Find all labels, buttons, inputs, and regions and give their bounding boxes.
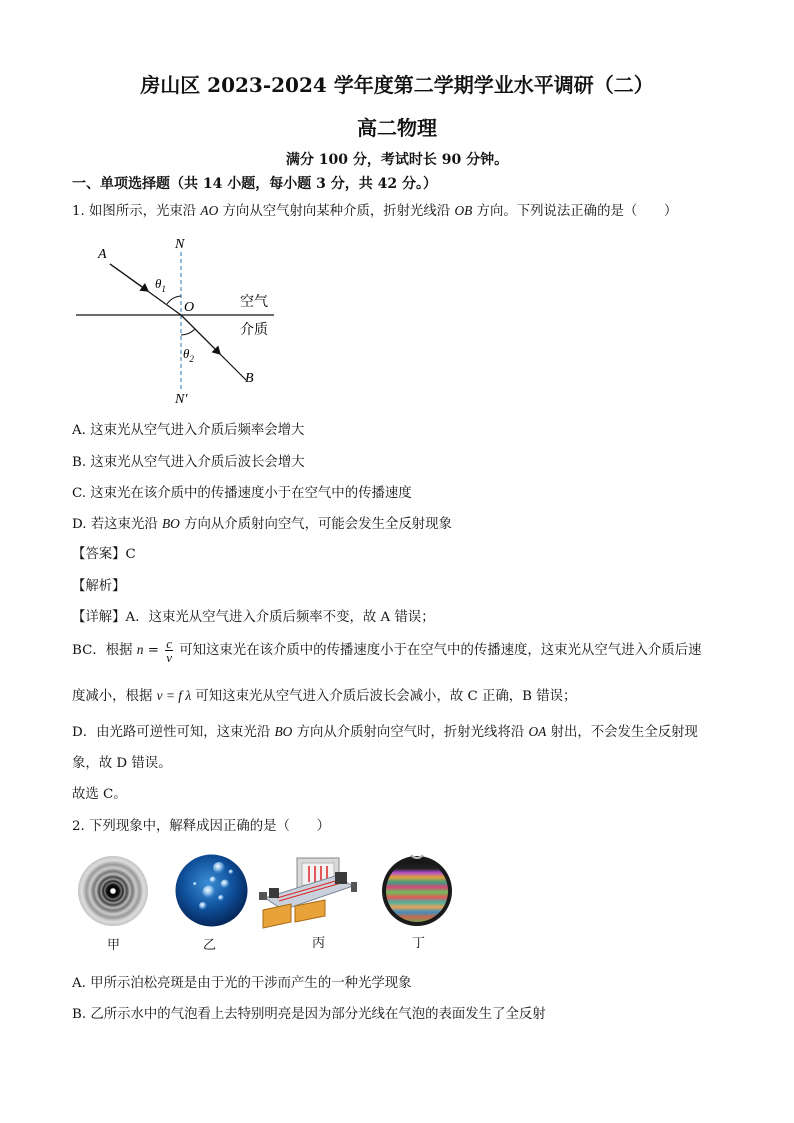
label-n-prime: N′: [175, 392, 188, 407]
q1-detail-4: D．由光路可逆性可知，这束光沿 BO 方向从介质射向空气时，折射光线将沿 OA 射出，不会发生全反射现: [72, 724, 698, 740]
label-theta2: $\theta_2$: [183, 346, 194, 364]
q1-conclusion: 故选 C。: [72, 787, 127, 802]
q1-detail-3: 度减小，根据 v = f λ 可知这束光从空气进入介质后波长会减小，故 C 正确，B 错误；: [72, 688, 577, 704]
section-heading: 一、单项选择题（共 14 小题，每小题 3 分，共 42 分。）: [72, 176, 437, 192]
label-o: O: [184, 300, 195, 315]
q1-detail-2: BC．根据 n = $\frac{c}{v}$ 可知这束光在该介质中的传播速度小于在空气中的传播速度，这束光从空气进入介质后速: [72, 636, 702, 665]
q1-answer: 【答案】C: [72, 547, 136, 562]
label-n: N: [175, 237, 185, 252]
q1-option-d: D. 若这束光沿 BO 方向从介质射向空气，可能会发生全反射现象: [72, 516, 452, 532]
label-theta1: $\theta_1$: [155, 276, 166, 294]
q1-option-b: B. 这束光从空气进入介质后波长会增大: [72, 455, 305, 470]
angle-arc-1: [167, 296, 181, 304]
label-a: A: [98, 247, 107, 262]
water-bubbles-image: [175, 854, 248, 927]
poisson-spot-image: [77, 855, 149, 927]
caption-ding: 丁: [412, 936, 426, 951]
exam-subject: 高二物理: [357, 116, 437, 140]
label-medium: 介质: [240, 323, 268, 338]
exam-title: 房山区 2023-2024 学年度第二学期学业水平调研（二）: [140, 73, 654, 97]
soap-film-image: [381, 853, 453, 927]
q2-stem: 2. 下列现象中，解释成因正确的是（ ）: [72, 819, 331, 834]
fraction-c-over-v: $\frac{c}{v}$: [166, 636, 172, 665]
q1-detail-1: 【详解】A．这束光从空气进入介质后频率不变，故 A 错误；: [72, 610, 435, 625]
q1-option-a: A. 这束光从空气进入介质后频率会增大: [72, 423, 305, 438]
caption-yi: 乙: [203, 938, 217, 953]
q1-option-c: C. 这束光在该介质中的传播速度小于在空气中的传播速度: [72, 486, 412, 501]
q2-option-b: B. 乙所示水中的气泡看上去特别明亮是因为部分光线在气泡的表面发生了全反射: [72, 1007, 546, 1022]
optical-apparatus-image: [255, 852, 360, 930]
q2-option-a: A. 甲所示泊松亮斑是由于光的干涉而产生的一种光学现象: [72, 976, 412, 991]
q1-stem: 1. 如图所示，光束沿 AO 方向从空气射向某种介质，折射光线沿 OB 方向。下列说法正确的是（ ）: [72, 203, 678, 219]
refraction-diagram: [72, 230, 292, 410]
caption-jia: 甲: [107, 938, 121, 953]
angle-arc-2: [181, 329, 195, 335]
label-b: B: [245, 371, 254, 386]
label-air: 空气: [240, 295, 268, 310]
q1-detail-5: 象，故 D 错误。: [72, 756, 172, 771]
exam-info: 满分 100 分，考试时长 90 分钟。: [285, 152, 509, 168]
q1-analysis: 【解析】: [72, 579, 126, 594]
caption-bing: 丙: [312, 936, 326, 951]
